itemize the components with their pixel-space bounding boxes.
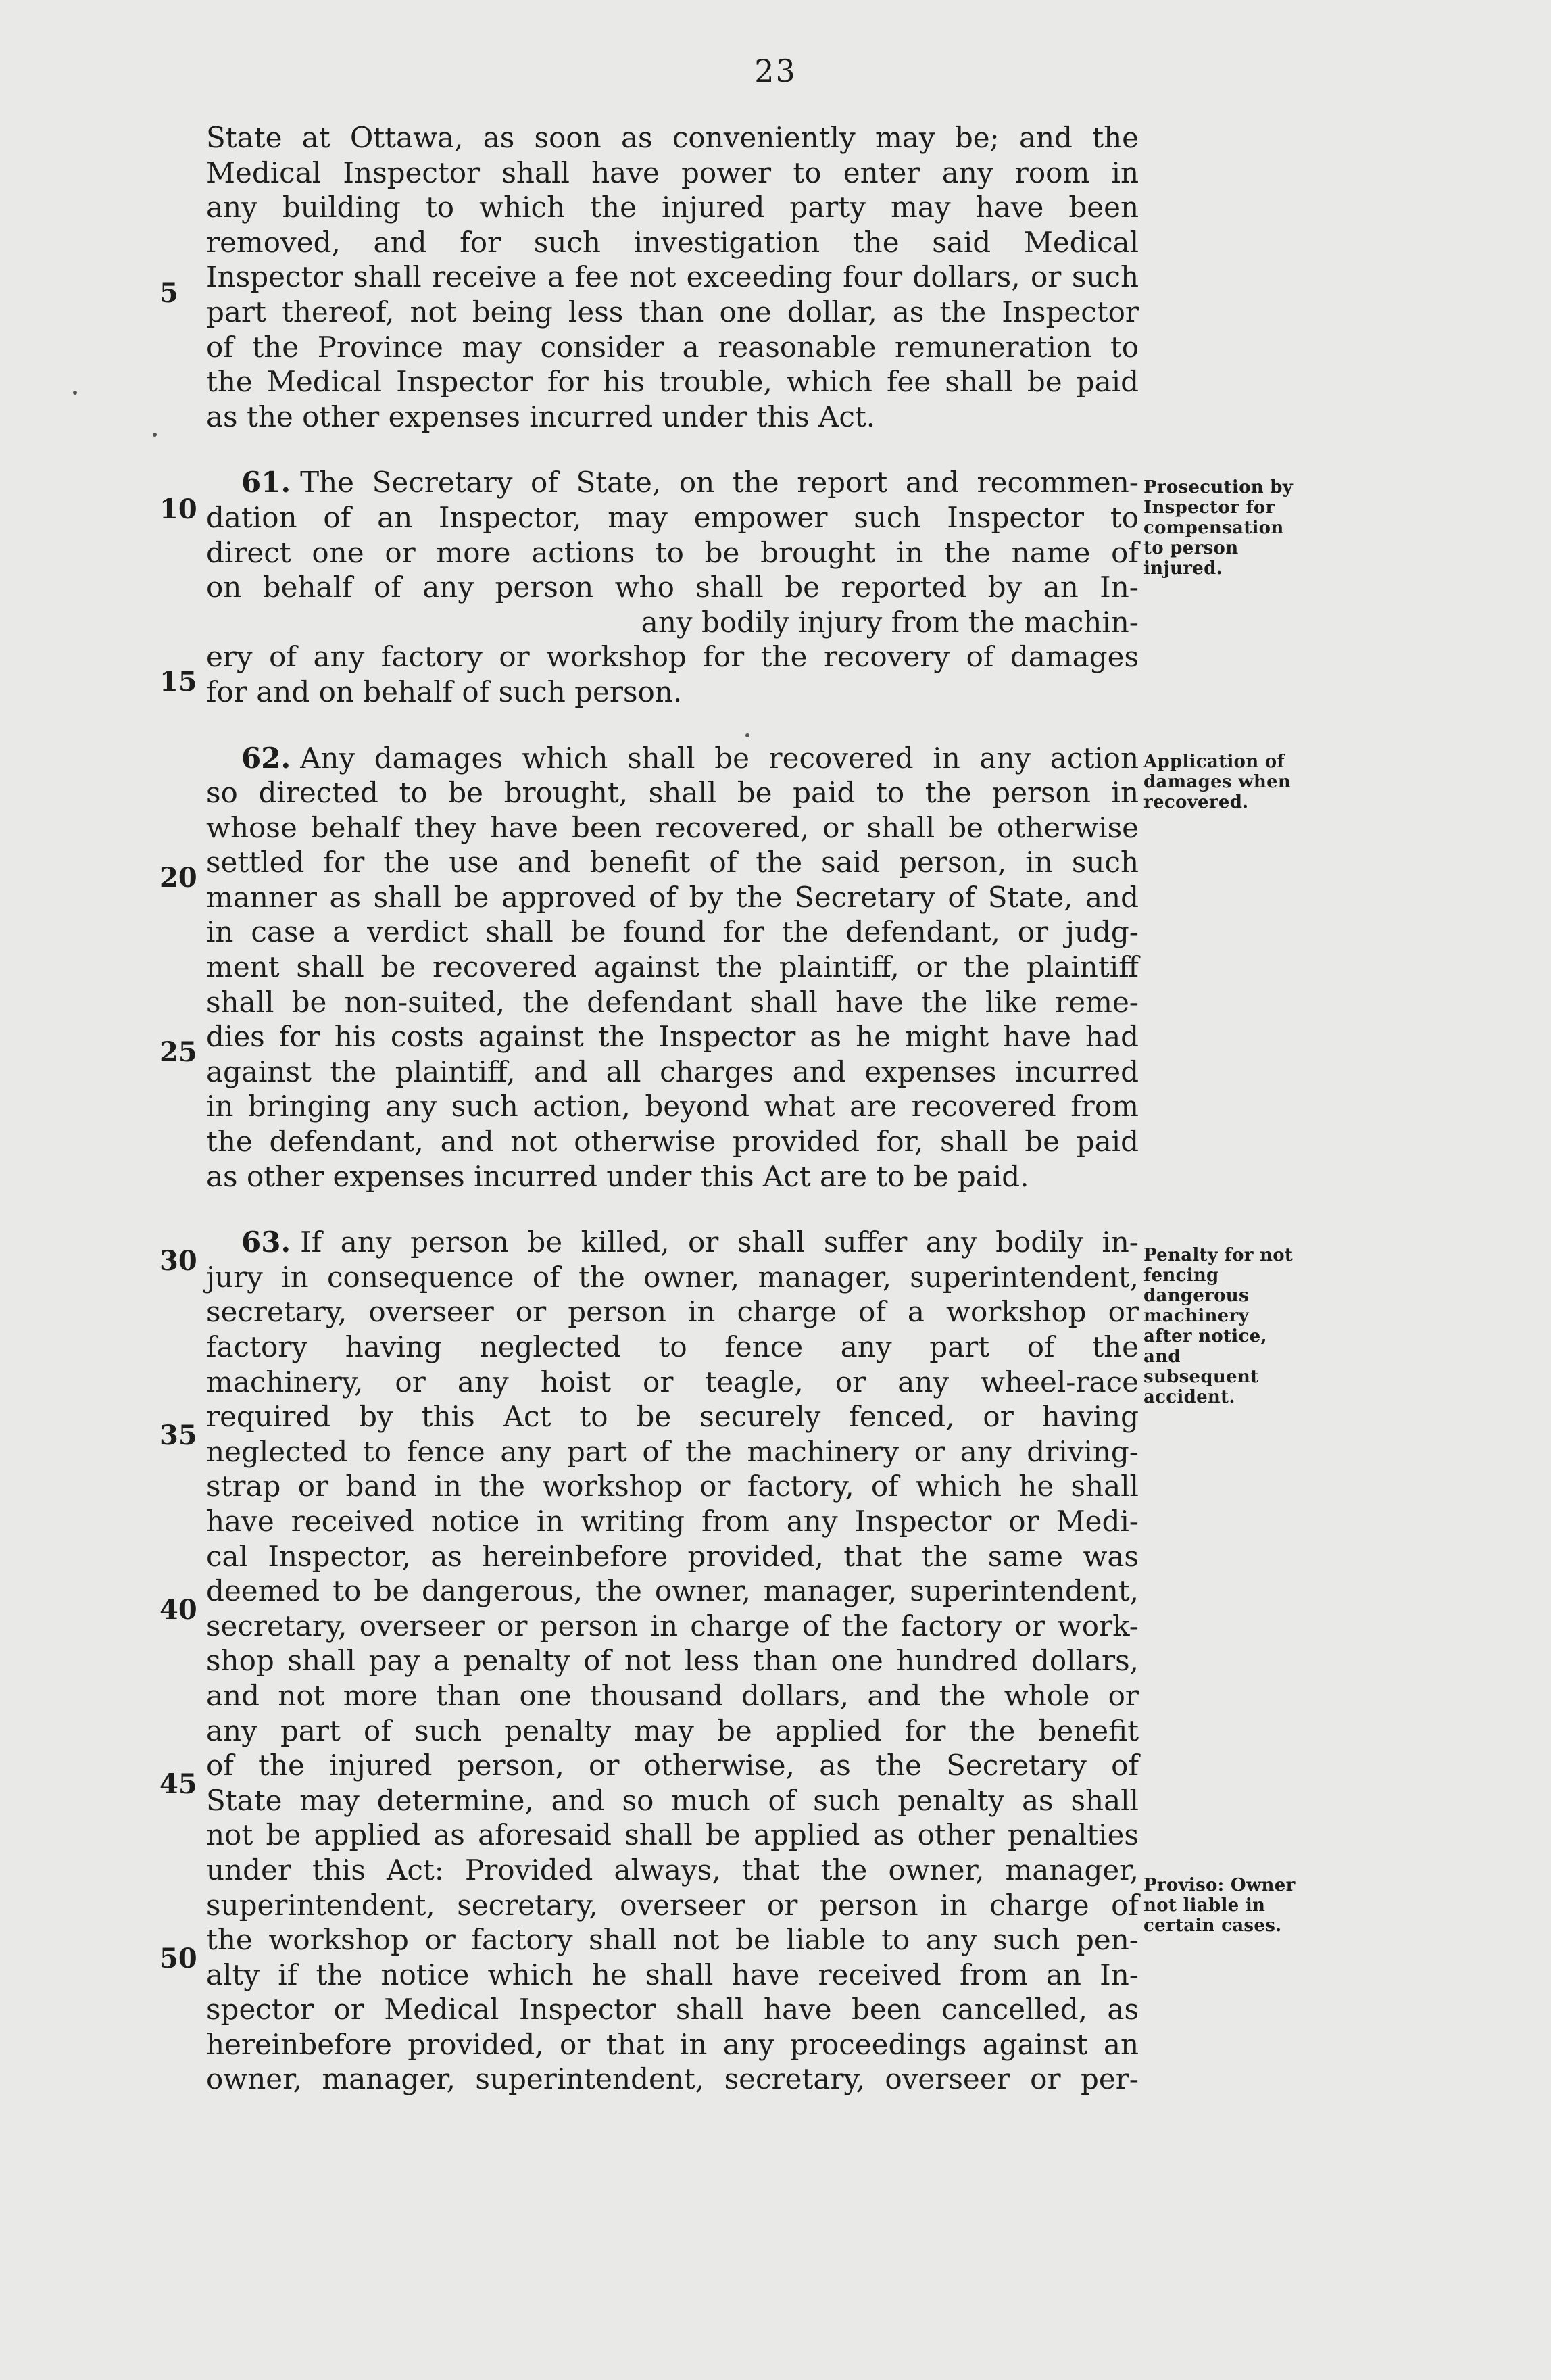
text-line: secretary, overseer or person in charge of a workshop or	[206, 1295, 1139, 1329]
text-line: neglected to fence any part of the machinery or any driving-	[206, 1434, 1139, 1468]
text-line: factory having neglected to fence any part of the	[206, 1330, 1139, 1363]
text-line: settled for the use and benefit of the said person, in such	[206, 846, 1139, 879]
text-line	[206, 741, 1139, 776]
text-line: of the Province may consider a reasonable remuneration to	[206, 330, 1139, 364]
text-line-content: If any person be killed, or shall suffer any bodily in-	[300, 1225, 1139, 1259]
paragraph-section-60-continued	[206, 120, 1139, 434]
margin-note-application-of-damages: Application of damages when recovered.	[1143, 752, 1291, 812]
text-line: superintendent, secretary, overseer or person in charge of	[206, 1888, 1139, 1922]
text-line: ment shall be recovered against the plaintiff, or the plaintiff	[206, 950, 1139, 984]
text-line: cal Inspector, as hereinbefore provided, that the same was	[206, 1539, 1139, 1573]
text-line: alty if the notice which he shall have received from an In-	[206, 1958, 1139, 1991]
line-number: 5	[159, 277, 178, 309]
text-line: dation of an Inspector, may empower such Inspector to	[206, 500, 1139, 534]
text-line: direct one or more actions to be brought in the name of	[206, 535, 1139, 569]
text-line	[206, 465, 1139, 500]
line-number: 35	[159, 1419, 197, 1451]
text-line: for and on behalf of such person.	[206, 675, 683, 708]
text-line: part thereof, not being less than one dollar, as the Inspector	[206, 295, 1139, 329]
text-line: the workshop or factory shall not be liable to any such pen-	[206, 1923, 1139, 1957]
text-line: hereinbefore provided, or that in any proceedings against an	[206, 2027, 1139, 2061]
text-line: secretary, overseer or person in charge of the factory or work-	[206, 1609, 1139, 1643]
text-line: jury in consequence of the owner, manager, superintendent,	[206, 1260, 1139, 1294]
text-line: any building to which the injured party may have been	[206, 191, 1139, 224]
text-line: ery of any factory or workshop for the recovery of damages	[206, 640, 1139, 674]
text-line: under this Act: Provided always, that the owner, manager,	[206, 1853, 1139, 1887]
line-number: 15	[159, 666, 197, 698]
text-line: not be applied as aforesaid shall be applied as other penalties	[206, 1818, 1139, 1852]
line-number: 10	[159, 493, 197, 525]
text-line: removed, and for such investigation the said Medical	[206, 225, 1139, 259]
section-number: 61.	[241, 466, 291, 500]
section-number: 63.	[241, 1225, 291, 1259]
line-number: 20	[159, 862, 197, 894]
text-line: the defendant, and not otherwise provided for, shall be paid	[206, 1125, 1139, 1159]
text-line: whose behalf they have been recovered, or shall be otherwise	[206, 810, 1139, 844]
text-line: deemed to be dangerous, the owner, manager, superintendent,	[206, 1574, 1139, 1608]
text-line: as other expenses incurred under this Act are to be paid.	[206, 1159, 1029, 1193]
margin-note-penalty: Penalty for not fencing dangerous machinery after notice, and subsequent accident.	[1143, 1245, 1294, 1407]
text-line: Inspector shall receive a fee not exceeding four dollars, or such	[206, 260, 1139, 294]
text-line: owner, manager, superintendent, secretary, overseer or per-	[206, 2062, 1139, 2096]
text-line: State at Ottawa, as soon as conveniently may be; and the	[206, 121, 1139, 154]
scan-speck	[745, 733, 749, 737]
text-line-content: The Secretary of State, on the report and recommen-	[300, 466, 1139, 500]
page-number: 23	[754, 53, 797, 89]
line-number: 50	[159, 1943, 197, 1974]
text-line: in case a verdict shall be found for the defendant, or judg-	[206, 915, 1139, 949]
text-line: machinery, or any hoist or teagle, or any wheel-race	[206, 1365, 1139, 1399]
line-number: 30	[159, 1245, 197, 1277]
text-line: in bringing any such action, beyond what are recovered from	[206, 1090, 1139, 1123]
text-line: dies for his costs against the Inspector as he might have had	[206, 1020, 1139, 1054]
text-line: Medical Inspector shall have power to enter any room in	[206, 155, 1139, 189]
text-line: manner as shall be approved of by the Secretary of State, and	[206, 880, 1139, 914]
section-number: 62.	[241, 741, 291, 775]
text-line: on behalf of any person who shall be reported by an In-	[206, 570, 1139, 604]
text-line: strap or band in the workshop or factory, of which he shall	[206, 1470, 1139, 1503]
paragraph-section-63	[206, 1225, 1139, 2097]
margin-note-prosecution: Prosecution by Inspector for compensation to person injured.	[1143, 477, 1294, 579]
text-line: State may determine, and so much of such penalty as shall	[206, 1783, 1139, 1817]
text-line: spector or Medical Inspector shall have been cancelled, as	[206, 1993, 1139, 2026]
text-line: shall be non-suited, the defendant shall have the like reme-	[206, 985, 1139, 1019]
text-line: so directed to be brought, shall be paid to the person in	[206, 776, 1139, 810]
text-line: against the plaintiff, and all charges and expenses incurred	[206, 1054, 1139, 1088]
text-line: any part of such penalty may be applied for the benefit	[206, 1714, 1139, 1747]
text-line: have received notice in writing from any Inspector or Medi-	[206, 1504, 1139, 1538]
text-line: shop shall pay a penalty of not less than one hundred dollars,	[206, 1644, 1139, 1678]
paragraph-section-61	[206, 465, 1139, 709]
text-line: and not more than one thousand dollars, and the whole or	[206, 1678, 1139, 1712]
text-line-content: Any damages which shall be recovered in any action	[300, 741, 1139, 775]
text-line: the Medical Inspector for his trouble, which fee shall be paid	[206, 365, 1139, 399]
text-line: any bodily injury from the machin-	[641, 605, 1139, 639]
text-line: of the injured person, or otherwise, as the Secretary of	[206, 1749, 1139, 1782]
scan-speck	[73, 391, 77, 395]
text-line: as the other expenses incurred under this Act.	[206, 399, 876, 433]
text-line: required by this Act to be securely fenced, or having	[206, 1400, 1139, 1434]
line-number: 45	[159, 1768, 197, 1800]
line-number: 25	[159, 1036, 197, 1068]
text-line	[206, 1225, 1139, 1260]
line-number: 40	[159, 1594, 197, 1626]
body-text	[206, 120, 1139, 2097]
scan-speck	[153, 433, 157, 437]
paragraph-section-62	[206, 741, 1139, 1194]
margin-note-proviso: Proviso: Owner not liable in certain cases.	[1143, 1875, 1296, 1936]
